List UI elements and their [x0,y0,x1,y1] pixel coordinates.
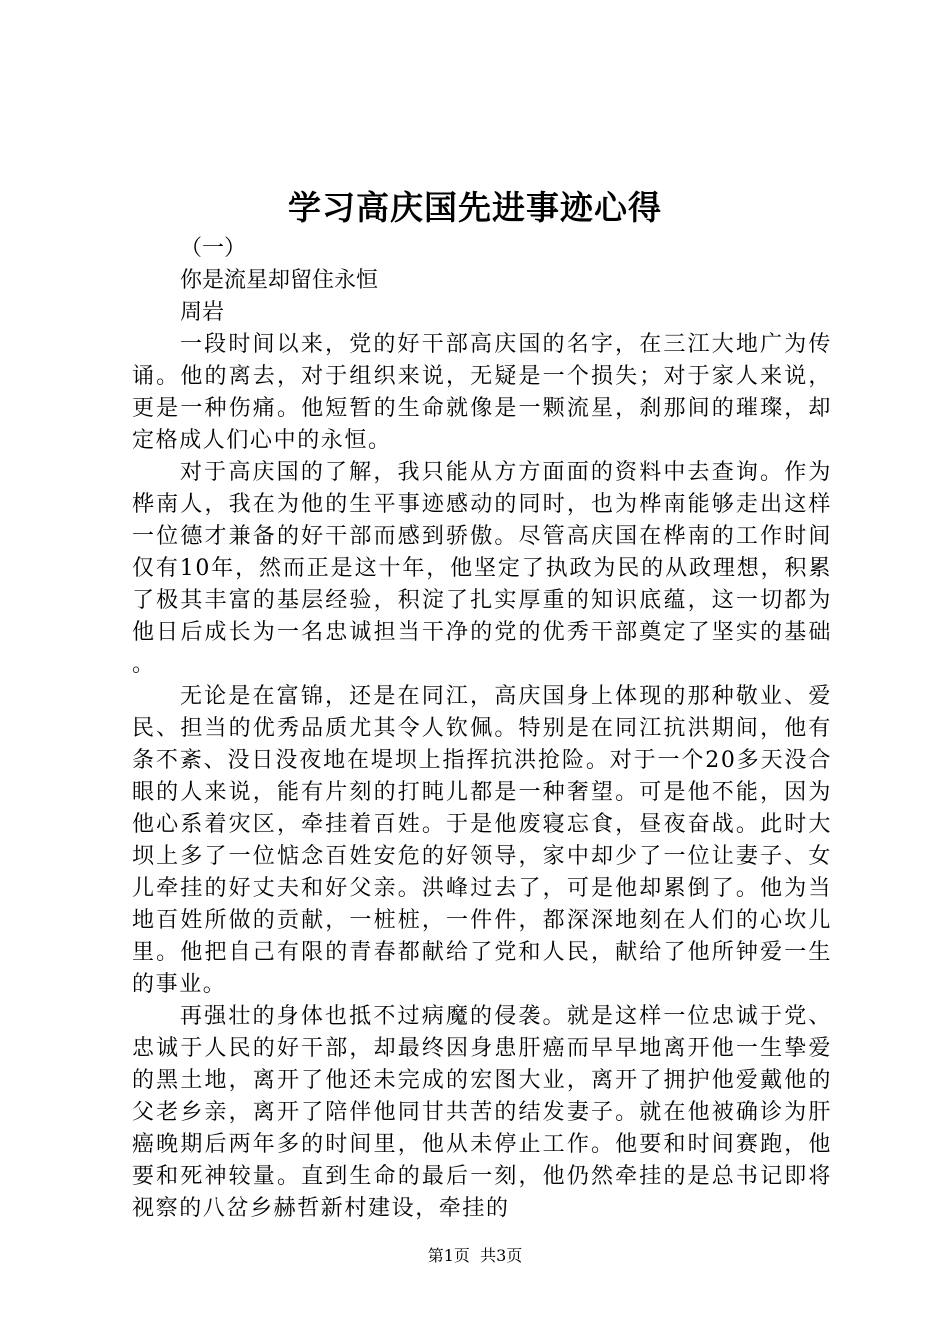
author-name: 周岩 [180,300,225,325]
article-title: 你是流星却留住永恒 [180,268,379,293]
paragraph-1: 一段时间以来，党的好干部高庆国的名字，在三江大地广为传诵。他的离去，对于组织来说，无疑是一个损失；对于家人来说，更是一种伤痛。他短暂的生命就像是一颗流星，刹那间的璀璨，却定格成人们心中的永恒。 [132,332,832,453]
paragraph-3: 无论是在富锦，还是在同江，高庆国身上体现的那种敬业、爱民、担当的优秀品质尤其令人钦佩。特别是在同江抗洪期间，他有条不紊、没日没夜地在堤坝上指挥抗洪抢险。对于一个20多天没合眼的人来说，能有片刻的打盹儿都是一种奢望。可是他不能，因为他心系着灾区，牵挂着百姓。于是他废寝忘食，昼夜奋战。此时大坝上多了一位惦念百姓安危的好领导，家中却少了一位让妻子、女儿牵挂的好丈夫和好父亲。洪峰过去了，可是他却累倒了。他为当地百姓所做的贡献，一桩桩，一件件，都深深地刻在人们的心坎儿里。他把自己有限的青春都献给了党和人民，献给了他所钟爱一生的事业。 [132,684,832,997]
paragraph-4: 再强壮的身体也抵不过病魔的侵袭。就是这样一位忠诚于党、忠诚于人民的好干部，却最终因身患肝癌而早早地离开他一生挚爱的黑土地，离开了他还未完成的宏图大业，离开了拥护他爱戴他的父老乡亲，离开了陪伴他同甘共苦的结发妻子。就在他被确诊为肝癌晚期后两年多的时间里，他从未停止工作。他要和时间赛跑，他要和死神较量。直到生命的最后一刻，他仍然牵挂的是总书记即将视察的八岔乡赫哲新村建设，牵挂的 [132,1004,832,1221]
paragraph-2: 对于高庆国的了解，我只能从方方面面的资料中去查询。作为桦南人，我在为他的生平事迹感动的同时，也为桦南能够走出这样一位德才兼备的好干部而感到骄傲。尽管高庆国在桦南的工作时间仅有10年，然而正是这十年，他坚定了执政为民的从政理想，积累了极其丰富的基层经验，积淀了扎实厚重的知识底蕴，这一切都为他日后成长为一名忠诚担当干净的党的优秀干部奠定了坚实的基础。 [132,460,832,677]
page-footer: 第1页 共3页 [427,1246,523,1265]
document-title: 学习高庆国先进事迹心得 [288,188,662,227]
document-body [132,233,832,1225]
section-marker: （一） [180,236,247,261]
